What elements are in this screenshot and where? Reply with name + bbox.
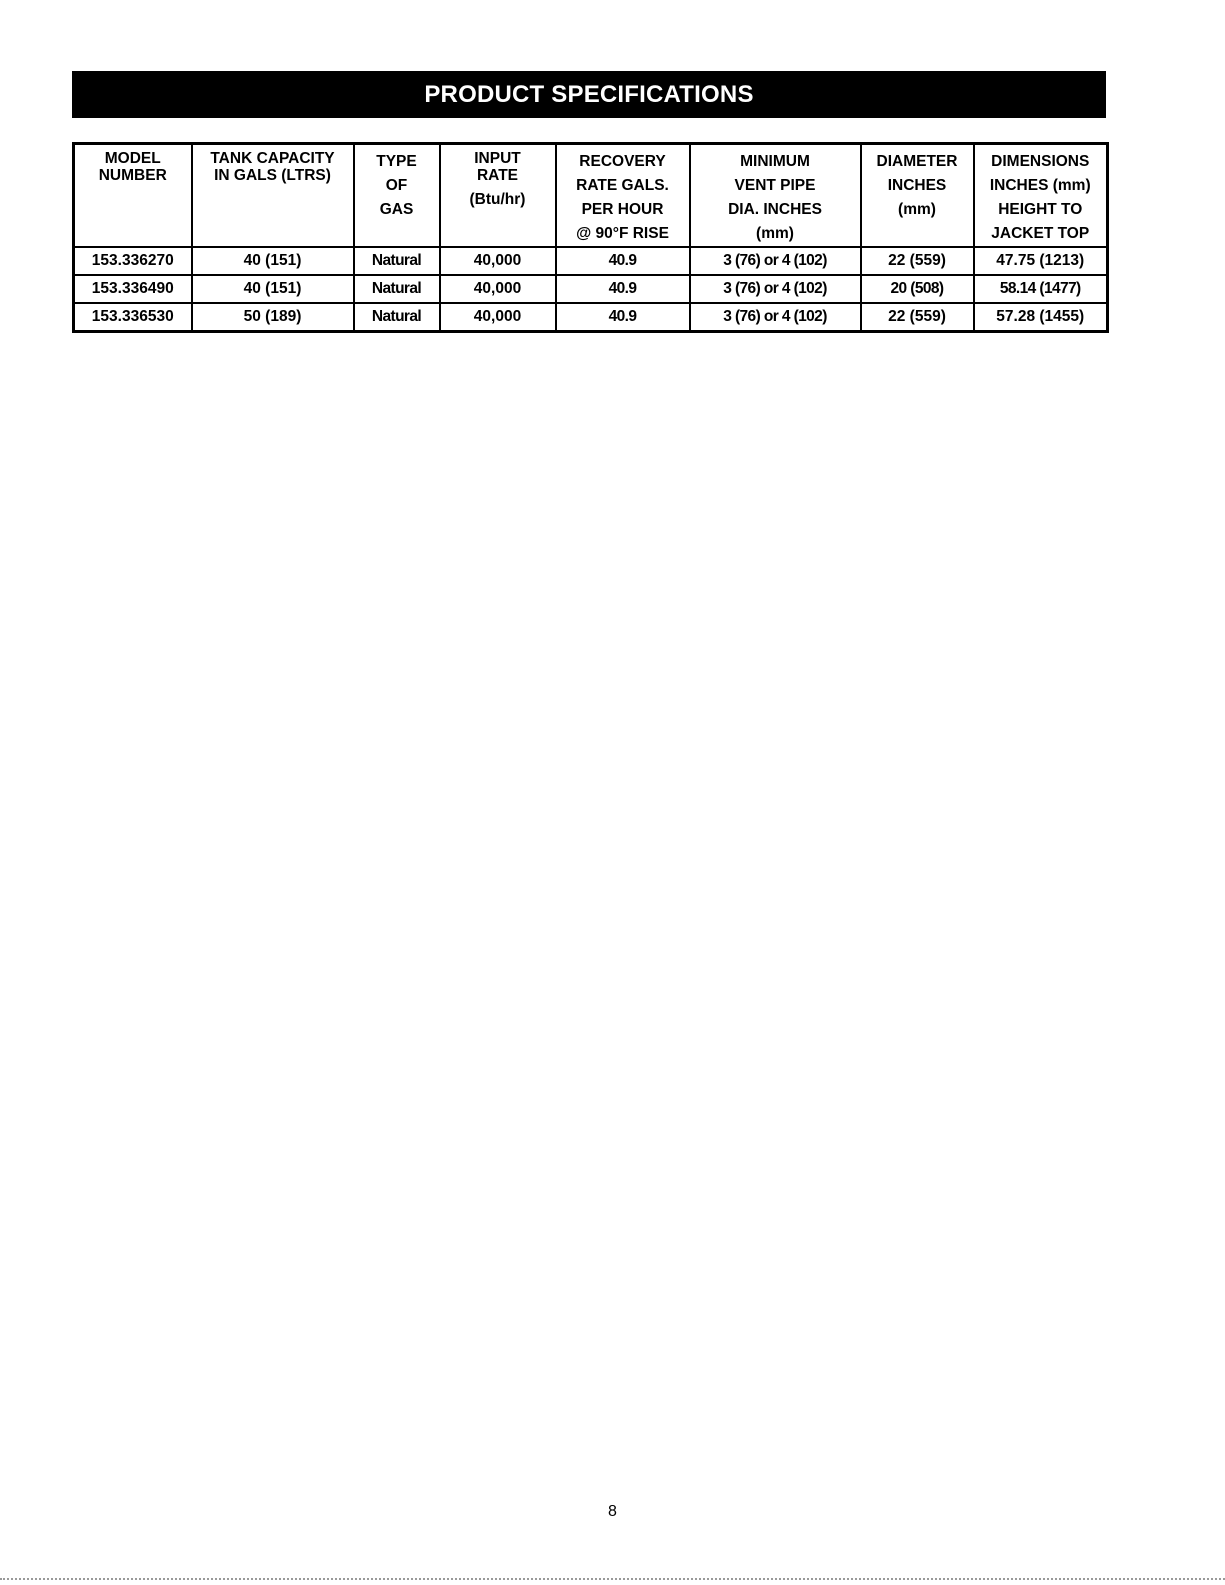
cell-recovery-rate: 40.9 — [556, 303, 690, 332]
cell-model-number: 153.336490 — [74, 275, 192, 303]
header-model-number: MODEL NUMBER — [74, 144, 192, 248]
cell-type-of-gas: Natural — [354, 247, 440, 275]
cell-diameter: 20 (508) — [861, 275, 974, 303]
cell-vent-pipe: 3 (76) or 4 (102) — [690, 275, 861, 303]
product-specifications-table — [72, 142, 1109, 333]
cell-type-of-gas: Natural — [354, 303, 440, 332]
table-header-row — [74, 144, 1108, 248]
cell-dimensions: 58.14 (1477) — [974, 275, 1108, 303]
table-row — [74, 275, 1108, 303]
cell-recovery-rate: 40.9 — [556, 275, 690, 303]
cell-dimensions: 47.75 (1213) — [974, 247, 1108, 275]
cell-model-number: 153.336530 — [74, 303, 192, 332]
page-number: 8 — [608, 1503, 617, 1520]
cell-tank-capacity: 40 (151) — [192, 275, 354, 303]
header-minimum-vent-pipe: MINIMUM VENT PIPE DIA. INCHES (mm) — [690, 144, 861, 248]
cell-diameter: 22 (559) — [861, 303, 974, 332]
cell-input-rate: 40,000 — [440, 247, 556, 275]
cell-input-rate: 40,000 — [440, 275, 556, 303]
cell-vent-pipe: 3 (76) or 4 (102) — [690, 303, 861, 332]
page-title: PRODUCT SPECIFICATIONS — [72, 71, 1106, 118]
cell-type-of-gas: Natural — [354, 275, 440, 303]
header-type-of-gas: TYPE OF GAS — [354, 144, 440, 248]
cell-dimensions: 57.28 (1455) — [974, 303, 1108, 332]
table-row — [74, 303, 1108, 332]
cell-input-rate: 40,000 — [440, 303, 556, 332]
cell-tank-capacity: 50 (189) — [192, 303, 354, 332]
cell-model-number: 153.336270 — [74, 247, 192, 275]
cell-vent-pipe: 3 (76) or 4 (102) — [690, 247, 861, 275]
header-diameter: DIAMETER INCHES (mm) — [861, 144, 974, 248]
cell-tank-capacity: 40 (151) — [192, 247, 354, 275]
table-row — [74, 247, 1108, 275]
cell-diameter: 22 (559) — [861, 247, 974, 275]
header-dimensions: DIMENSIONS INCHES (mm) HEIGHT TO JACKET TOP — [974, 144, 1108, 248]
header-input-rate: INPUT RATE (Btu/hr) — [440, 144, 556, 248]
header-tank-capacity: TANK CAPACITY IN GALS (LTRS) — [192, 144, 354, 248]
header-recovery-rate: RECOVERY RATE GALS. PER HOUR @ 90°F RISE — [556, 144, 690, 248]
cell-recovery-rate: 40.9 — [556, 247, 690, 275]
page-bottom-divider — [0, 1578, 1225, 1580]
